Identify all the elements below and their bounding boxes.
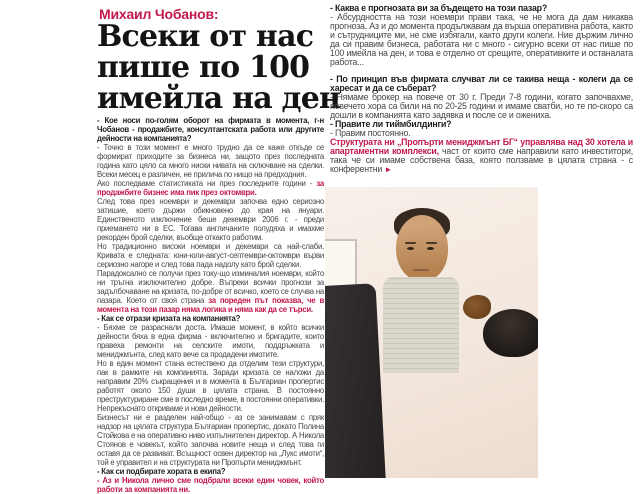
dark-suit [327, 313, 538, 478]
article-kicker: Михаил Чобанов: [99, 6, 219, 22]
question-1: - Кое носи по-голям оборот на фирмата в момента, г-н Чобанов - продажбите, консултантската работа или другите дейности на компанията? [97, 116, 324, 143]
answer-2-part-2: Но в един момент стана естествено да отделим тези структури, пак в рамките на компанията. Заради кризата се наложи да направим 20% съкращения и в момента в Българиан пропертис работят около 150 души в цялата страна. В постоянно преструктуриране сме в последно време, в постоянни оперативки. Непрекъснато откриваме и нови дейности. [97, 359, 324, 413]
answer-6: - Правим постоянно. [330, 128, 411, 138]
right-column [330, 4, 633, 174]
answer-1-part-1: - Точно в този момент е много трудно да се каже откъде се формират приходите за бизнеса ни, защото през последната година като цяло са много ниски нивата на сключване на сделки. Всеки месец е различен, не прилича по нищо на предходния. [97, 143, 324, 179]
answer-2-part-3: Бизнесът ни е разделен най-общо - аз се занимавам с пряк надзор на цялата структура Българиан пропертис, докато Полина Стойкова е на оперативно ниво изпълнителен директор. А Никола Стоянов е човекът, който започва новите неща и след това ги оставя да се развиват. Всъщност освен директор на „Лукс имоти“, той е управител и на структурата ни Пропърти мениджмънт. [97, 413, 324, 467]
answer-1-part-5 [97, 269, 324, 314]
highlighted-answer: - Аз и Никола лично сме подбрали всеки един човек, който работи за компанията ни. [97, 476, 324, 494]
answer-1-part-2 [97, 179, 324, 197]
headline-line-1: Всеки от нас [97, 19, 314, 54]
man-eye [407, 247, 414, 250]
question-5: - По принцип във фирмата случват ли се такива неща - колеги да се харесат и да се съберат? [330, 74, 633, 93]
continuation-arrow-icon: ► [384, 165, 393, 174]
man-eyebrow [405, 242, 416, 244]
answer-1-part-4: Но традиционно високи ноември и декември са най-слаби. Кривата е следната: юни-юли-август-септември-октомври върви сериозно нагоре и след това пада надолу като брой сделки. [97, 242, 324, 269]
portrait-photo [325, 187, 538, 478]
answer-4: - Абсурдността на този ноември прави така, че не мога да дам никаква прогноза. Аз и до момента продължавам да върша оперативна работа, както и сътрудниците ми, не сме избягали, както други колеги. Ние държим лично да си правим бизнеса, работата ни с много - сигурно всеки от нас пише по 100 имейла на ден, и това е отделно от срещите, оперативките и останалата работа... [330, 12, 633, 67]
article-headline [97, 21, 340, 114]
left-column [97, 116, 324, 494]
answer-2-part-1: - Бяхме се разраснали доста. Имаше момент, в който всички дейности бяха в една фирма - включително и бригадите, които правеха ремонти на селските имоти, поддръжката и мениджмънта, след като вече са продадени имотите. [97, 323, 324, 359]
question-6: - Правите ли тиймбилдинги? [330, 119, 452, 129]
highlighted-quote: за продажбите бизнес има пик през октомври. [97, 179, 324, 197]
answer-1-part-3: След това през ноември и декември започва едно сериозно затишие, което държи обикновено до края на януари. Единственото изключение беше декември 2006 г. - преди приемането ни в ЕС. Тогава англичаните полудяха и имахме рекорден брой сделки, въобще откакто работим. [97, 197, 324, 242]
headline-line-3: имейла на ден [97, 81, 341, 116]
question-4: - Каква е прогнозата ви за бъдещето на този пазар? [330, 3, 548, 13]
man-mouth [413, 269, 429, 271]
man-eye [427, 247, 434, 250]
highlighted-quote: за пореден път показва, че в момента на този пазар няма логика и няма как да се търси. [97, 296, 324, 314]
answer-text: Парадоксално се получи през току-що изминалия ноември, който ни тръгна изключително добре. Въпреки всички прогнози за задълбочаване на кризата, по-добре от всичко, което се случва на пазара. Което от своя страна [97, 269, 324, 305]
man-eyebrow [426, 242, 437, 244]
sentence-tail: част от които сме направили като инвеститори, така че си имаме собствена база, която ползваме в цялата страна - с конферентни [330, 146, 633, 174]
question-2: - Как се отрази кризата на компанията? [97, 314, 241, 323]
pullout-sentence [330, 138, 633, 174]
answer-5: - Нямаме брокер на повече от 30 г. Преди 7-8 години, когато започвахме, повечето хора са били на по 20-25 години и имаме сватби, но те по-скоро са дошли в компанията като задявка и после се и ожениха. [330, 92, 633, 120]
man-head [396, 215, 448, 281]
highlighted-quote: Структурата ни „Пропърти мениджмънт БГ“ управлява над 30 хотела и апартаментни комплекси, [330, 137, 633, 156]
headline-line-2: пише по 100 [97, 50, 310, 85]
answer-text: Ако последваме статистиката ни през последните години - [97, 179, 313, 188]
question-3: - Как си подбирате хората в екипа? [97, 467, 226, 476]
